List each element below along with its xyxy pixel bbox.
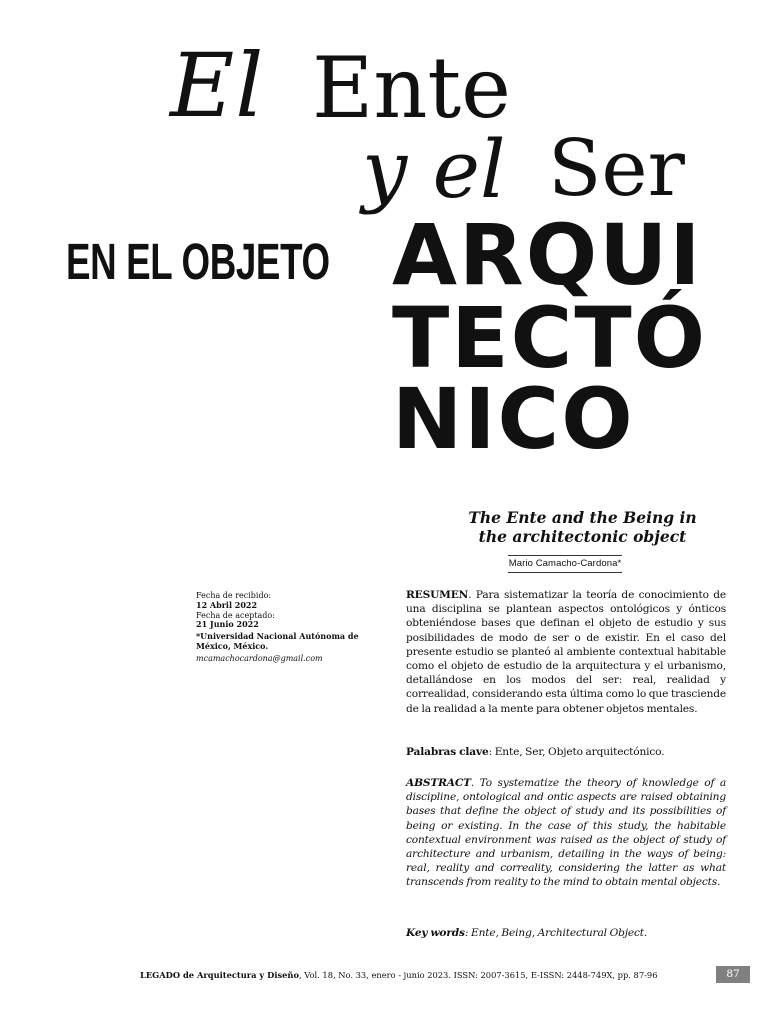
keywords-en-label: Key words	[406, 927, 465, 939]
affiliation-text: *Universidad Nacional Autónoma de México, México.	[196, 631, 359, 651]
keywords-es-text: : Ente, Ser, Objeto arquitectónico.	[488, 746, 665, 758]
english-title-line-2: the architectonic object	[478, 527, 687, 546]
english-title	[400, 508, 765, 546]
page-number: 87	[716, 966, 750, 983]
keywords-es	[406, 745, 726, 759]
accepted-date	[196, 620, 386, 630]
footer-journal: LEGADO de Arquitectura y Diseño	[140, 970, 299, 980]
english-title-line-1: The Ente and the Being in	[468, 508, 697, 527]
title-word-y-el: y el	[362, 123, 506, 216]
resumen-label: RESUMEN	[406, 589, 469, 601]
author-email: mcamachocardona@gmail.com	[196, 654, 323, 663]
title-word-ser: Ser	[548, 124, 685, 214]
received-date-value: 12 Abril 2022	[196, 600, 258, 610]
title-nico: NICO	[392, 370, 635, 468]
footer-details: , Vol. 18, No. 33, enero - junio 2023. ISSN: 2007-3615, E-ISSN: 2448-749X, pp. 87-96	[299, 970, 658, 980]
accepted-date-value: 21 Junio 2022	[196, 619, 259, 629]
footer-citation	[140, 970, 657, 980]
keywords-es-label: Palabras clave	[406, 746, 489, 758]
abstract-paragraph	[406, 776, 726, 890]
accepted-label: Fecha de aceptado:	[196, 611, 275, 620]
title-word-el: El	[170, 34, 265, 137]
received-date	[196, 601, 386, 611]
abstract-label: ABSTRACT	[406, 777, 471, 789]
resumen-paragraph	[406, 588, 726, 716]
author-name: Mario Camacho-Cardona*	[508, 558, 622, 569]
author-rule-bottom	[508, 572, 622, 573]
title-en-el-objeto: EN EL OBJETO	[66, 233, 330, 290]
abstract-text: . To systematize the theory of knowledge of a discipline, ontological and ontic aspects are raised obtaining bases that define the object of study and its possibilities of being or existing. In the case of this study, the habitable contextual environment was raised as the object of study of architecture and urbanism, detailing in the ways of being: real, reality and correality, considering the latter as what transcends from reality to the mind to obtain mental objects.	[406, 777, 726, 889]
title-tecto: TECTÓ	[392, 289, 708, 387]
keywords-en	[406, 926, 726, 940]
title-arqui: ARQUI	[392, 206, 703, 304]
author-rule-top	[508, 555, 622, 556]
title-word-ente: Ente	[312, 39, 511, 137]
resumen-text: . Para sistematizar la teoría de conocimiento de una disciplina se plantean aspectos ontológicos y ónticos obteniéndose bases que definan el objeto de estudio y sus posibilidades de modo de ser o de existir. En el caso del presente estudio se planteó al ambiente contextual habitable como el objeto de estudio de la arquitectura y el urbanismo, detallándose en los modos del ser: real, realidad y correalidad, considerando esta última como lo que trasciende de la realidad a la mente para obtener objetos mentales.	[406, 589, 726, 715]
received-label: Fecha de recibido:	[196, 591, 272, 600]
keywords-en-text: : Ente, Being, Architectural Object.	[464, 927, 648, 939]
affiliation	[196, 632, 381, 651]
